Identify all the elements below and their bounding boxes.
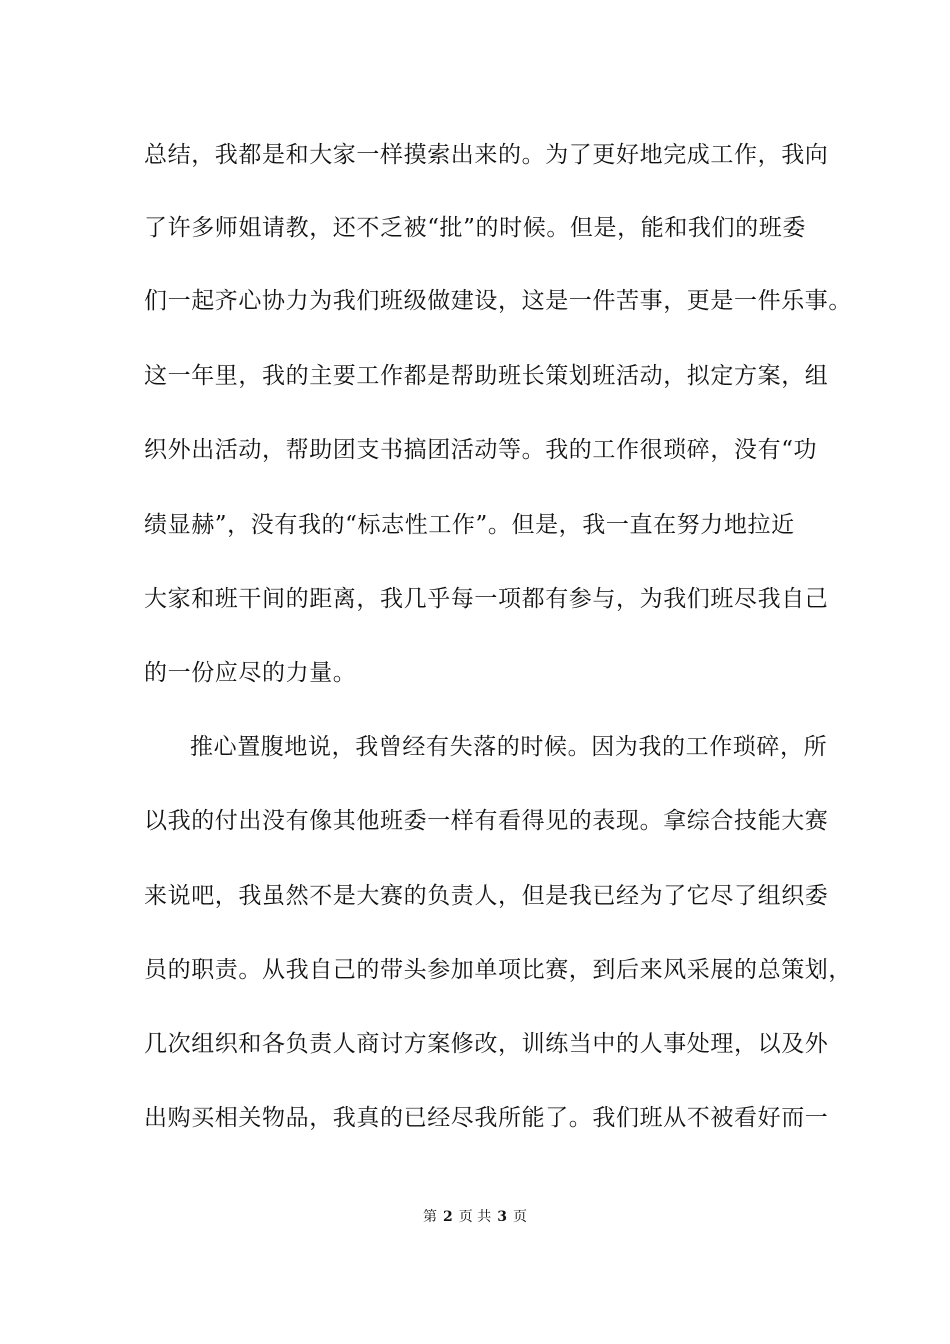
paragraph-2-line-6: 出购买相关物品，我真的已经尽我所能了。我们班从不被看好而一: [144, 1105, 829, 1131]
paragraph-1-line-8: 的一份应尽的力量。: [144, 660, 357, 686]
page-label-mid: 页 共: [458, 1209, 492, 1225]
paragraph-2-line-4: 员的职责。从我自己的带头参加单项比赛，到后来风采展的总策划，: [144, 957, 852, 983]
current-page-number: 2: [443, 1209, 453, 1225]
paragraph-1-line-3: 们一起齐心协力为我们班级做建设，这是一件苦事，更是一件乐事。: [144, 288, 852, 314]
paragraph-1-line-6: 绩显赫”，没有我的“标志性工作”。但是，我一直在努力地拉近: [144, 512, 795, 538]
paragraph-2-line-3: 来说吧，我虽然不是大赛的负责人，但是我已经为了它尽了组织委: [144, 883, 829, 909]
paragraph-1-line-2: 了许多师姐请教，还不乏被“批”的时候。但是，能和我们的班委: [144, 215, 806, 241]
paragraph-1-line-4: 这一年里，我的主要工作都是帮助班长策划班活动，拟定方案，组: [144, 363, 829, 389]
paragraph-2-line-1: 推心置腹地说，我曾经有失落的时候。因为我的工作琐碎，所: [190, 734, 828, 760]
paragraph-1-line-7: 大家和班干间的距离，我几乎每一项都有参与，为我们班尽我自己: [144, 586, 829, 612]
page-footer: [0, 1207, 950, 1227]
paragraph-2-line-5: 几次组织和各负责人商讨方案修改，训练当中的人事处理，以及外: [144, 1031, 829, 1057]
page-label-prefix: 第: [423, 1209, 438, 1225]
total-page-number: 3: [497, 1209, 507, 1225]
paragraph-1-line-5: 织外出活动，帮助团支书搞团活动等。我的工作很琐碎，没有“功: [144, 437, 818, 463]
paragraph-2-line-2: 以我的付出没有像其他班委一样有看得见的表现。拿综合技能大赛: [144, 808, 829, 834]
paragraph-1-line-1: 总结，我都是和大家一样摸索出来的。为了更好地完成工作，我向: [144, 142, 829, 168]
page-label-suffix: 页: [512, 1209, 527, 1225]
